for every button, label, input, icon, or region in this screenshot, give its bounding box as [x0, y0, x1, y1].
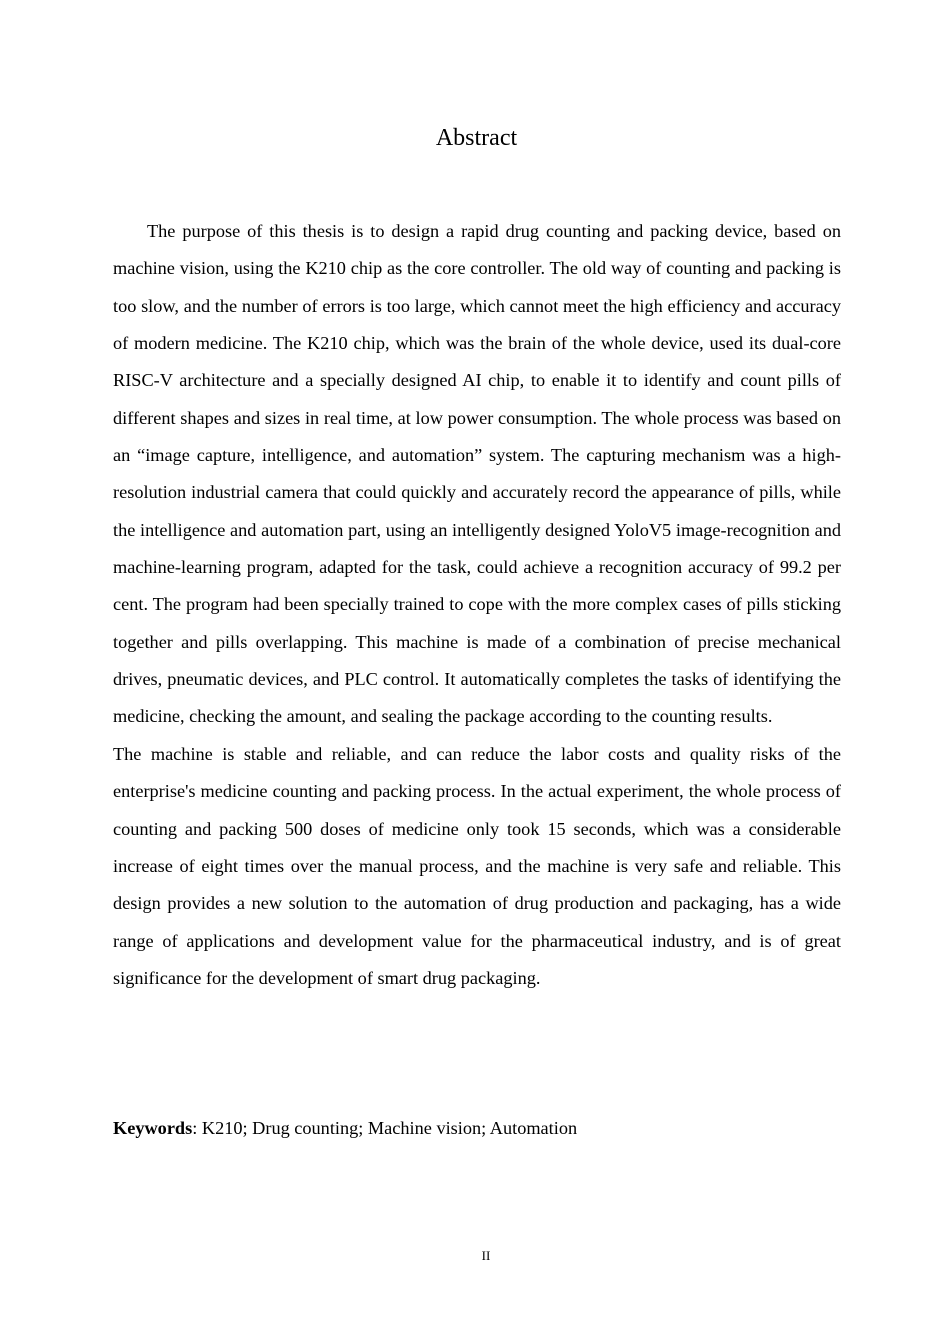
abstract-paragraph-1: The purpose of this thesis is to design a rapid drug counting and packing device, based on machine vision, using the K210 chip as the core controller. The old way of counting and packing is too slow, and the number of errors is too large, which cannot meet the high efficiency and accuracy of modern medicine. The K210 chip, which was the brain of the whole device, used its dual-core RISC-V architecture and a specially designed AI chip, to enable it to identify and count pills of different shapes and sizes in real time, at low power consumption. The whole process was based on an “image capture, intelligence, and automation” system. The capturing mechanism was a high-resolution industrial camera that could quickly and accurately record the appearance of pills, while the intelligence and automation part, using an intelligently designed YoloV5 image-recognition and machine-learning program, adapted for the task, could achieve a recognition accuracy of 99.2 per cent. The program had been specially trained to cope with the more complex cases of pills sticking together and pills overlapping. This machine is made of a combination of precise mechanical drives, pneumatic devices, and PLC control. It automatically completes the tasks of identifying the medicine, checking the amount, and sealing the package according to the counting results. [113, 221, 841, 727]
page-number: II [481, 1248, 491, 1263]
abstract-paragraph-2: The machine is stable and reliable, and can reduce the labor costs and quality risks of the enterprise's medicine counting and packing process. In the actual experiment, the whole process of counting and packing 500 doses of medicine only took 15 seconds, which was a considerable increase of eight times over the manual process, and the machine is very safe and reliable. This design provides a new solution to the automation of drug production and packaging, has a wide range of applications and development value for the pharmaceutical industry, and is of great significance for the development of smart drug packaging. [113, 743, 841, 988]
abstract-body [113, 213, 841, 997]
keywords-separator: : [192, 1118, 202, 1138]
keywords-label: Keywords [113, 1118, 193, 1138]
page-title: Abstract [435, 125, 518, 151]
keywords-value: K210; Drug counting; Machine vision; Automation [201, 1118, 578, 1138]
keywords-line [113, 1112, 841, 1144]
